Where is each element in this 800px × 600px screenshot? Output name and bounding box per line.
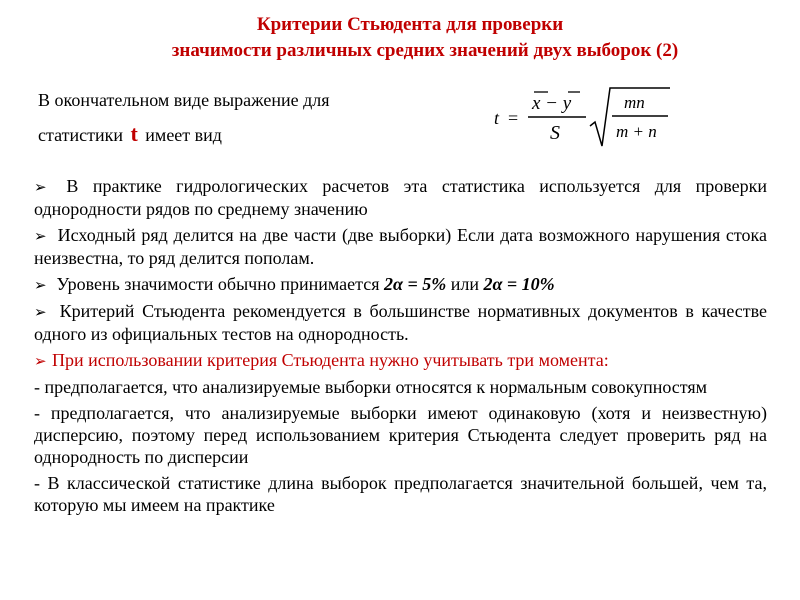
note-item: - предполагается, что анализируемые выборки имеют одинаковую (хотя и неизвестную) дисперсию, поэтому перед использованием критерия Стьюдента следует проверить ряд на однородность по дисперсии xyxy=(34,403,767,467)
list-item xyxy=(34,349,767,372)
checkmark-arrow-icon: ➢ xyxy=(34,227,47,245)
bullet-text: Уровень значимости обычно принимается xyxy=(56,274,384,294)
bullet-text-highlight: При использовании критерия Стьюдента нужно учитывать три момента: xyxy=(52,350,609,370)
list-item xyxy=(34,300,767,345)
t-statistic-formula xyxy=(492,84,692,154)
intro-line-1: В окончательном виде выражение для xyxy=(38,90,330,110)
intro-line-2-before: статистики xyxy=(38,125,123,145)
bullet-text: Критерий Стьюдента рекомендуется в большинстве нормативных документов в качестве одного из официальных тестов на однородность. xyxy=(34,301,767,344)
significance-value-2: 2α = 10% xyxy=(483,274,555,294)
note-item: - предполагается, что анализируемые выборки относятся к нормальным совокупностям xyxy=(34,377,708,397)
checkmark-arrow-icon: ➢ xyxy=(34,352,47,370)
significance-value-1: 2α = 5% xyxy=(383,274,447,294)
t-variable: t xyxy=(130,121,138,146)
list-item xyxy=(34,224,767,269)
checkmark-arrow-icon: ➢ xyxy=(34,276,47,294)
formula-equals: = xyxy=(508,108,519,128)
bullet-text: Исходный ряд делится на две части (две выборки) Если дата возможного нарушения стока неизвестна, то ряд делится пополам. xyxy=(34,225,767,268)
checkmark-arrow-icon: ➢ xyxy=(34,303,47,321)
list-item xyxy=(34,273,767,296)
note-item: - В классической статистике длина выборок предполагается значительной большей, чем та, которую мы имеем на практике xyxy=(34,473,767,515)
bullet-text: или xyxy=(446,274,484,294)
intro-line-2-after: имеет вид xyxy=(145,125,222,145)
intro-line-2 xyxy=(38,122,222,147)
formula-lhs: t xyxy=(494,108,500,128)
title-line-2: значимости различных средних значений двух выборок (2) xyxy=(171,40,679,61)
formula-numerator: x − y xyxy=(532,93,572,114)
bullet-list xyxy=(34,175,767,520)
checkmark-arrow-icon: ➢ xyxy=(34,178,47,196)
slide-title xyxy=(0,12,800,64)
root-denominator: m + n xyxy=(616,122,657,141)
bullet-text: В практике гидрологических расчетов эта статистика используется для проверки однородности рядов по среднему значению xyxy=(34,176,767,219)
list-item xyxy=(34,175,767,220)
root-numerator: mn xyxy=(624,93,645,112)
title-line-1: Критерии Стьюдента для проверки xyxy=(256,14,564,35)
formula-denominator: S xyxy=(550,122,560,144)
